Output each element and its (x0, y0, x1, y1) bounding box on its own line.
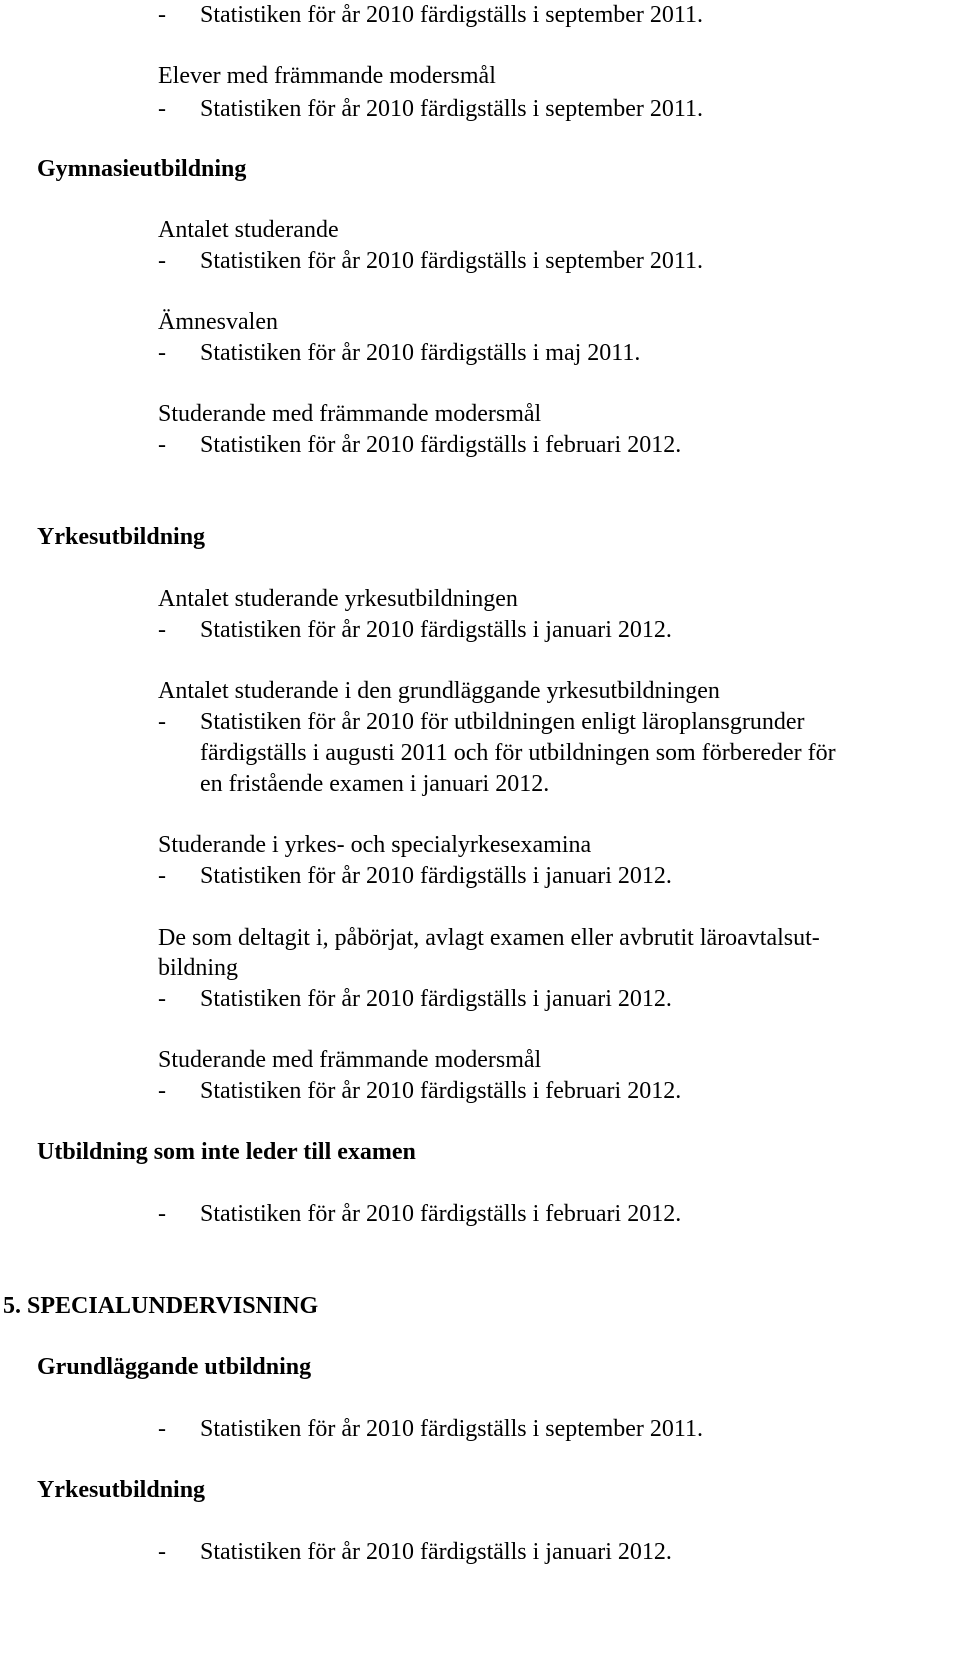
subsection-label: Antalet studerande i den grundläggande yrkesutbildningen (158, 678, 720, 704)
subsection-label: Studerande med främmande modersmål (158, 1047, 542, 1073)
subsection-label: Studerande med främmande modersmål (158, 401, 542, 427)
list-dash: - (158, 340, 166, 366)
subsection-label: bildning (158, 955, 239, 981)
list-item: Statistiken för år 2010 färdigställs i september 2011. (200, 1416, 704, 1442)
list-dash: - (158, 709, 166, 735)
list-item: Statistiken för år 2010 färdigställs i januari 2012. (200, 863, 672, 889)
list-item: Statistiken för år 2010 färdigställs i januari 2012. (200, 1539, 672, 1565)
list-dash: - (158, 1078, 166, 1104)
list-item-line: färdigställs i augusti 2011 och för utbildningen som förbereder för (200, 740, 836, 766)
list-dash: - (158, 96, 166, 122)
list-dash: - (158, 863, 166, 889)
list-dash: - (158, 1416, 166, 1442)
list-item: Statistiken för år 2010 färdigställs i februari 2012. (200, 432, 682, 458)
subsection-label: De som deltagit i, påbörjat, avlagt examen eller avbrutit läroavtalsut- (158, 925, 820, 951)
list-item-line: en fristående examen i januari 2012. (200, 771, 550, 797)
list-dash: - (158, 2, 166, 28)
list-item: Statistiken för år 2010 färdigställs i september 2011. (200, 248, 704, 274)
list-item: Statistiken för år 2010 färdigställs i september 2011. (200, 2, 704, 28)
list-dash: - (158, 1201, 166, 1227)
list-item-line: Statistiken för år 2010 för utbildningen enligt läroplansgrunder (200, 709, 805, 735)
subsection-label: Ämnesvalen (158, 309, 278, 335)
list-item: Statistiken för år 2010 färdigställs i februari 2012. (200, 1201, 682, 1227)
list-dash: - (158, 1539, 166, 1565)
chapter-heading: 5. SPECIALUNDERVISNING (3, 1293, 319, 1319)
list-dash: - (158, 432, 166, 458)
section-heading: Utbildning som inte leder till examen (37, 1139, 416, 1165)
list-item: Statistiken för år 2010 färdigställs i september 2011. (200, 96, 704, 122)
subsection-label: Studerande i yrkes- och specialyrkesexamina (158, 832, 592, 858)
subsection-label: Elever med främmande modersmål (158, 63, 496, 89)
list-item: Statistiken för år 2010 färdigställs i maj 2011. (200, 340, 641, 366)
list-item: Statistiken för år 2010 färdigställs i januari 2012. (200, 986, 672, 1012)
section-heading: Gymnasieutbildning (37, 156, 247, 182)
section-heading: Grundläggande utbildning (37, 1354, 312, 1380)
subsection-label: Antalet studerande (158, 217, 339, 243)
subsection-label: Antalet studerande yrkesutbildningen (158, 586, 518, 612)
list-dash: - (158, 986, 166, 1012)
list-item: Statistiken för år 2010 färdigställs i januari 2012. (200, 617, 672, 643)
section-heading: Yrkesutbildning (37, 1477, 206, 1503)
list-item: Statistiken för år 2010 färdigställs i februari 2012. (200, 1078, 682, 1104)
section-heading: Yrkesutbildning (37, 524, 206, 550)
list-dash: - (158, 617, 166, 643)
list-dash: - (158, 248, 166, 274)
